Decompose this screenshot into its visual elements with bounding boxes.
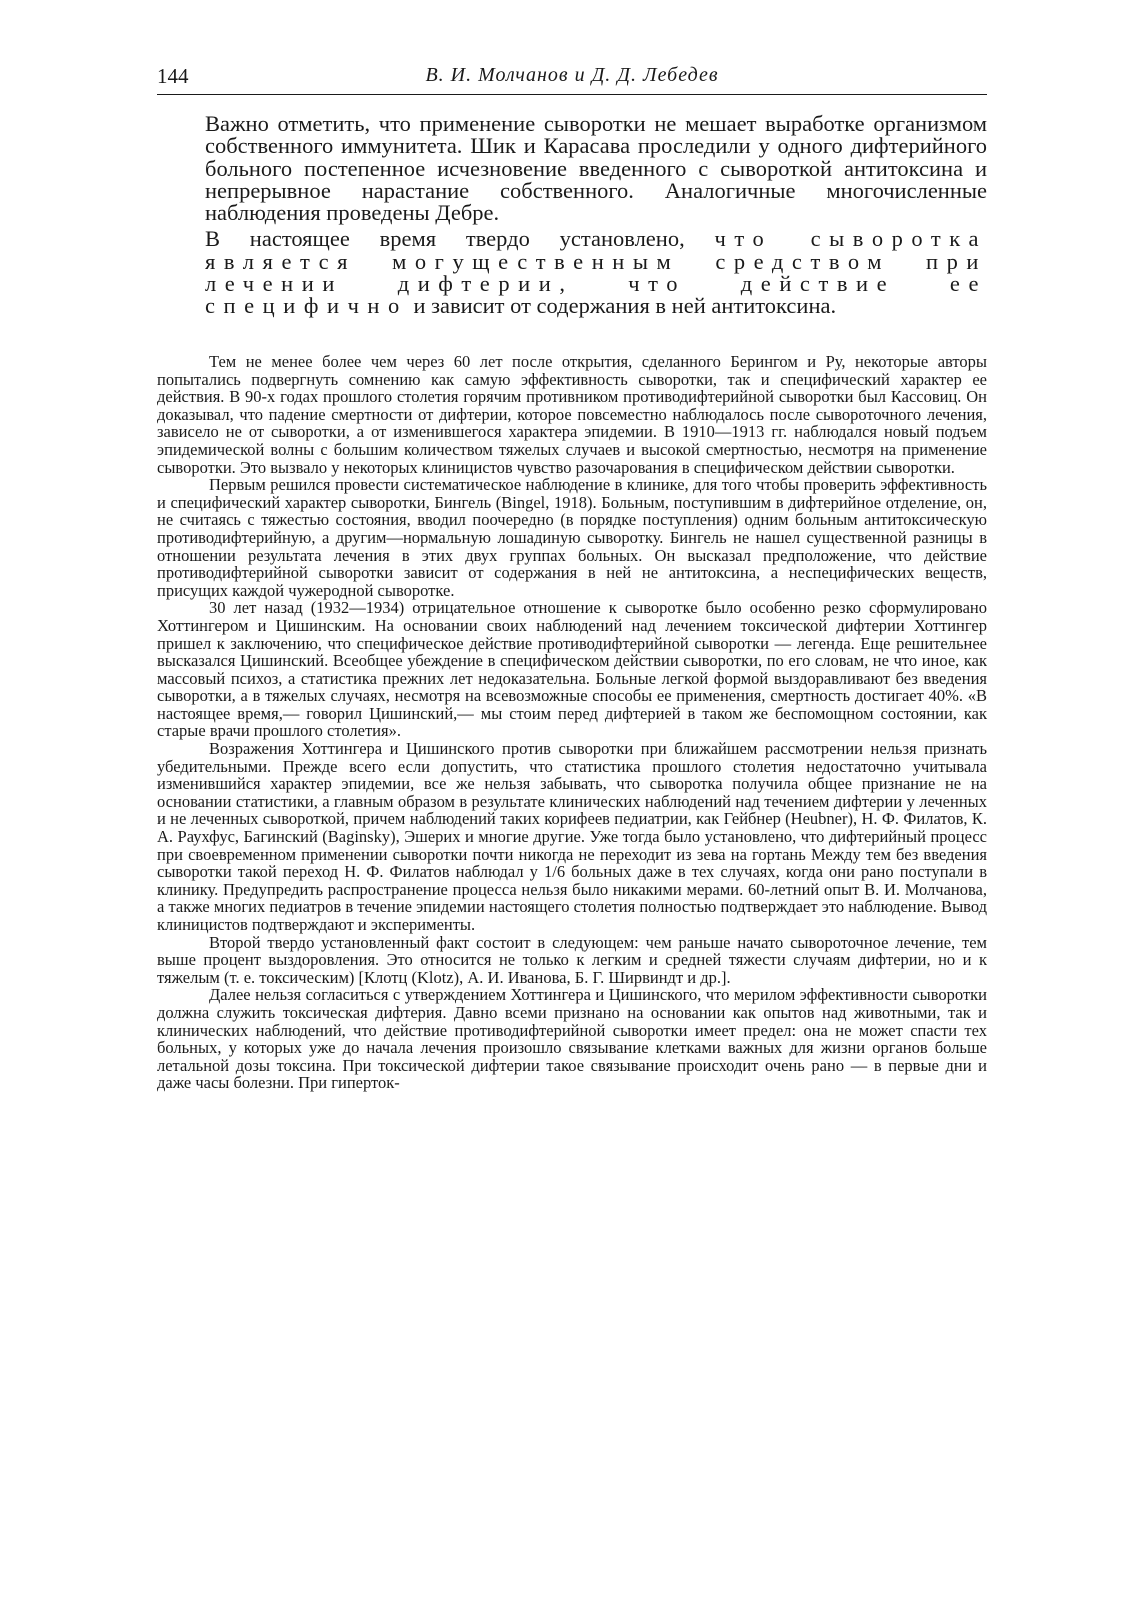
paragraph-history: Тем не менее более чем через 60 лет после открытия, сделанного Берингом и Ру, некоторые авторы попытались подвергнуть сомнению как самую эффективность сыворотки, так и специфический характер ее действия. В 90-х годах прошлого столетия горячим противником противодифтерийной сыворотки был Кассовиц. Он доказывал, что падение смертности от дифтерии, которое повсеместно наблюдалось после сывороточного лечения, зависело не от сыворотки, а от изменившегося характера эпидемии. В 1910—1913 гг. наблюдался новый подъем эпидемической волны с большим количеством тяжелых случаев и высокой смертностью, несмотря на применение сыворотки. Это вызвало у некоторых клиницистов чувство разочарования в специфическом действии сыворотки. — [157, 352, 987, 477]
paragraph-toxic-diphtheria: Далее нельзя согласиться с утверждением Хоттингера и Цишинского, что мерилом эффективности сыворотки должна служить токсическая дифтерия. Давно всеми признано на основании как опытов над животными, так и клинических наблюдений, что действие противодифтерийной сыворотки имеет предел: она не может спасти тех больных, у которых уже до начала лечения произошло связывание клетками важных для жизни органов больше летальной дозы токсина. При токсической дифтерии такое связывание происходит очень рано — в первые дни и даже часы болезни. При гиперток- — [157, 985, 987, 1093]
conclusion-emphasis: что сыворотка является могущественным средством при лечении дифтерии, что действие ее специфично — [205, 226, 987, 319]
paragraph-immunity: Важно отметить, что применение сыворотки не мешает выработке организмом собственного иммунитета. Шик и Карасава проследили у одного дифтерийного больного постепенное исчезновение введенного с сывороткой антитоксина и непрерывное нарастание собственного. Аналогичные многочисленные наблюдения проведены Дебре. — [205, 111, 987, 226]
small-print-text — [157, 353, 987, 1092]
paragraph-bingel: Первым решился провести систематическое наблюдение в клинике, для того чтобы проверить эффективность и специфический характер сыворотки, Бингель (Bingel, 1918). Больным, поступившим в дифтерийное отделение, он, не считаясь с тяжестью состояния, вводил поочередно (в порядке поступления) одним больным антитоксическую противодифтерийную, а другим—нормальную лошадиную сыворотку. Бингель не нашел существенной разницы в отношении результата лечения в этих двух группах больных. Он высказал предположение, что действие противодифтерийной сыворотки зависит от содержания в ней не антитоксина, а неспецифических веществ, присущих каждой чужеродной сыворотке. — [157, 475, 987, 600]
paragraph-objections: Возражения Хоттингера и Цишинского против сыворотки при ближайшем рассмотрении нельзя признать убедительными. Прежде всего если допустить, что статистика прошлого столетия недостаточно учитывала изменившийся характер эпидемии, все же нельзя забывать, что сыворотка получила общее признание не на основании статистики, а главным образом в результате клинических наблюдений над течением дифтерии у леченных и не леченных сывороткой, причем наблюдений таких корифеев педиатрии, как Гейбнер (Heubner), Н. Ф. Филатов, К. А. Раухфус, Багинский (Baginsky), Эшерих и многие другие. Уже тогда было установлено, что дифтерийный процесс при своевременном применении сыворотки почти никогда не переходит из зева на гортань Между тем без введения сыворотки такой переход Н. Ф. Филатов наблюдал у 1/6 больных даже в тех случаях, когда они рано поступали в клинику. Предупредить распространение процесса нельзя было никакими мерами. 60-летний опыт В. И. Молчанова, а также многих педиатров в течение эпидемии настоящего столетия полностью подтверждает это наблюдение. Вывод клиницистов подтверждают и эксперименты. — [157, 739, 987, 934]
conclusion-start: В настоящее время твердо установлено, — [205, 226, 685, 252]
paragraph-conclusion — [205, 228, 987, 317]
conclusion-end: и зависит от содержания в ней антитоксина. — [413, 293, 837, 319]
paragraph-hottinger: 30 лет назад (1932—1934) отрицательное отношение к сыворотке было особенно резко сформулировано Хоттингером и Цишинским. На основании своих наблюдений над лечением токсической дифтерии Хоттингер пришел к заключению, что специфическое действие противодифтерийной сыворотки — легенда. Еще решительнее высказался Цишинский. Всеобщее убеждение в специфическом действии сыворотки, по его словам, не что иное, как массовый психоз, а статистика прежних лет недоказательна. Больные легкой формой выздоравливают без введения сыворотки, а в тяжелых случаях, несмотря на всевозможные способы ее применения, смертность достигает 40%. «В настоящее время,— говорил Цишинский,— мы стоим перед дифтерией в таком же беспомощном состоянии, как старые врачи прошлого столетия». — [157, 598, 987, 741]
paragraph-early-treatment: Второй твердо установленный факт состоит в следующем: чем раньше начато сывороточное лечение, тем выше процент выздоровления. Это относится не только к легким и средней тяжести случаям дифтерии, но и к тяжелым (т. е. токсическим) [Клотц (Klotz), А. И. Иванова, Б. Г. Ширвиндт и др.]. — [157, 932, 987, 987]
main-text — [205, 113, 987, 318]
page-header — [157, 62, 987, 95]
page-number: 144 — [157, 64, 189, 88]
running-title: В. И. Молчанов и Д. Д. Лебедев — [425, 64, 719, 86]
